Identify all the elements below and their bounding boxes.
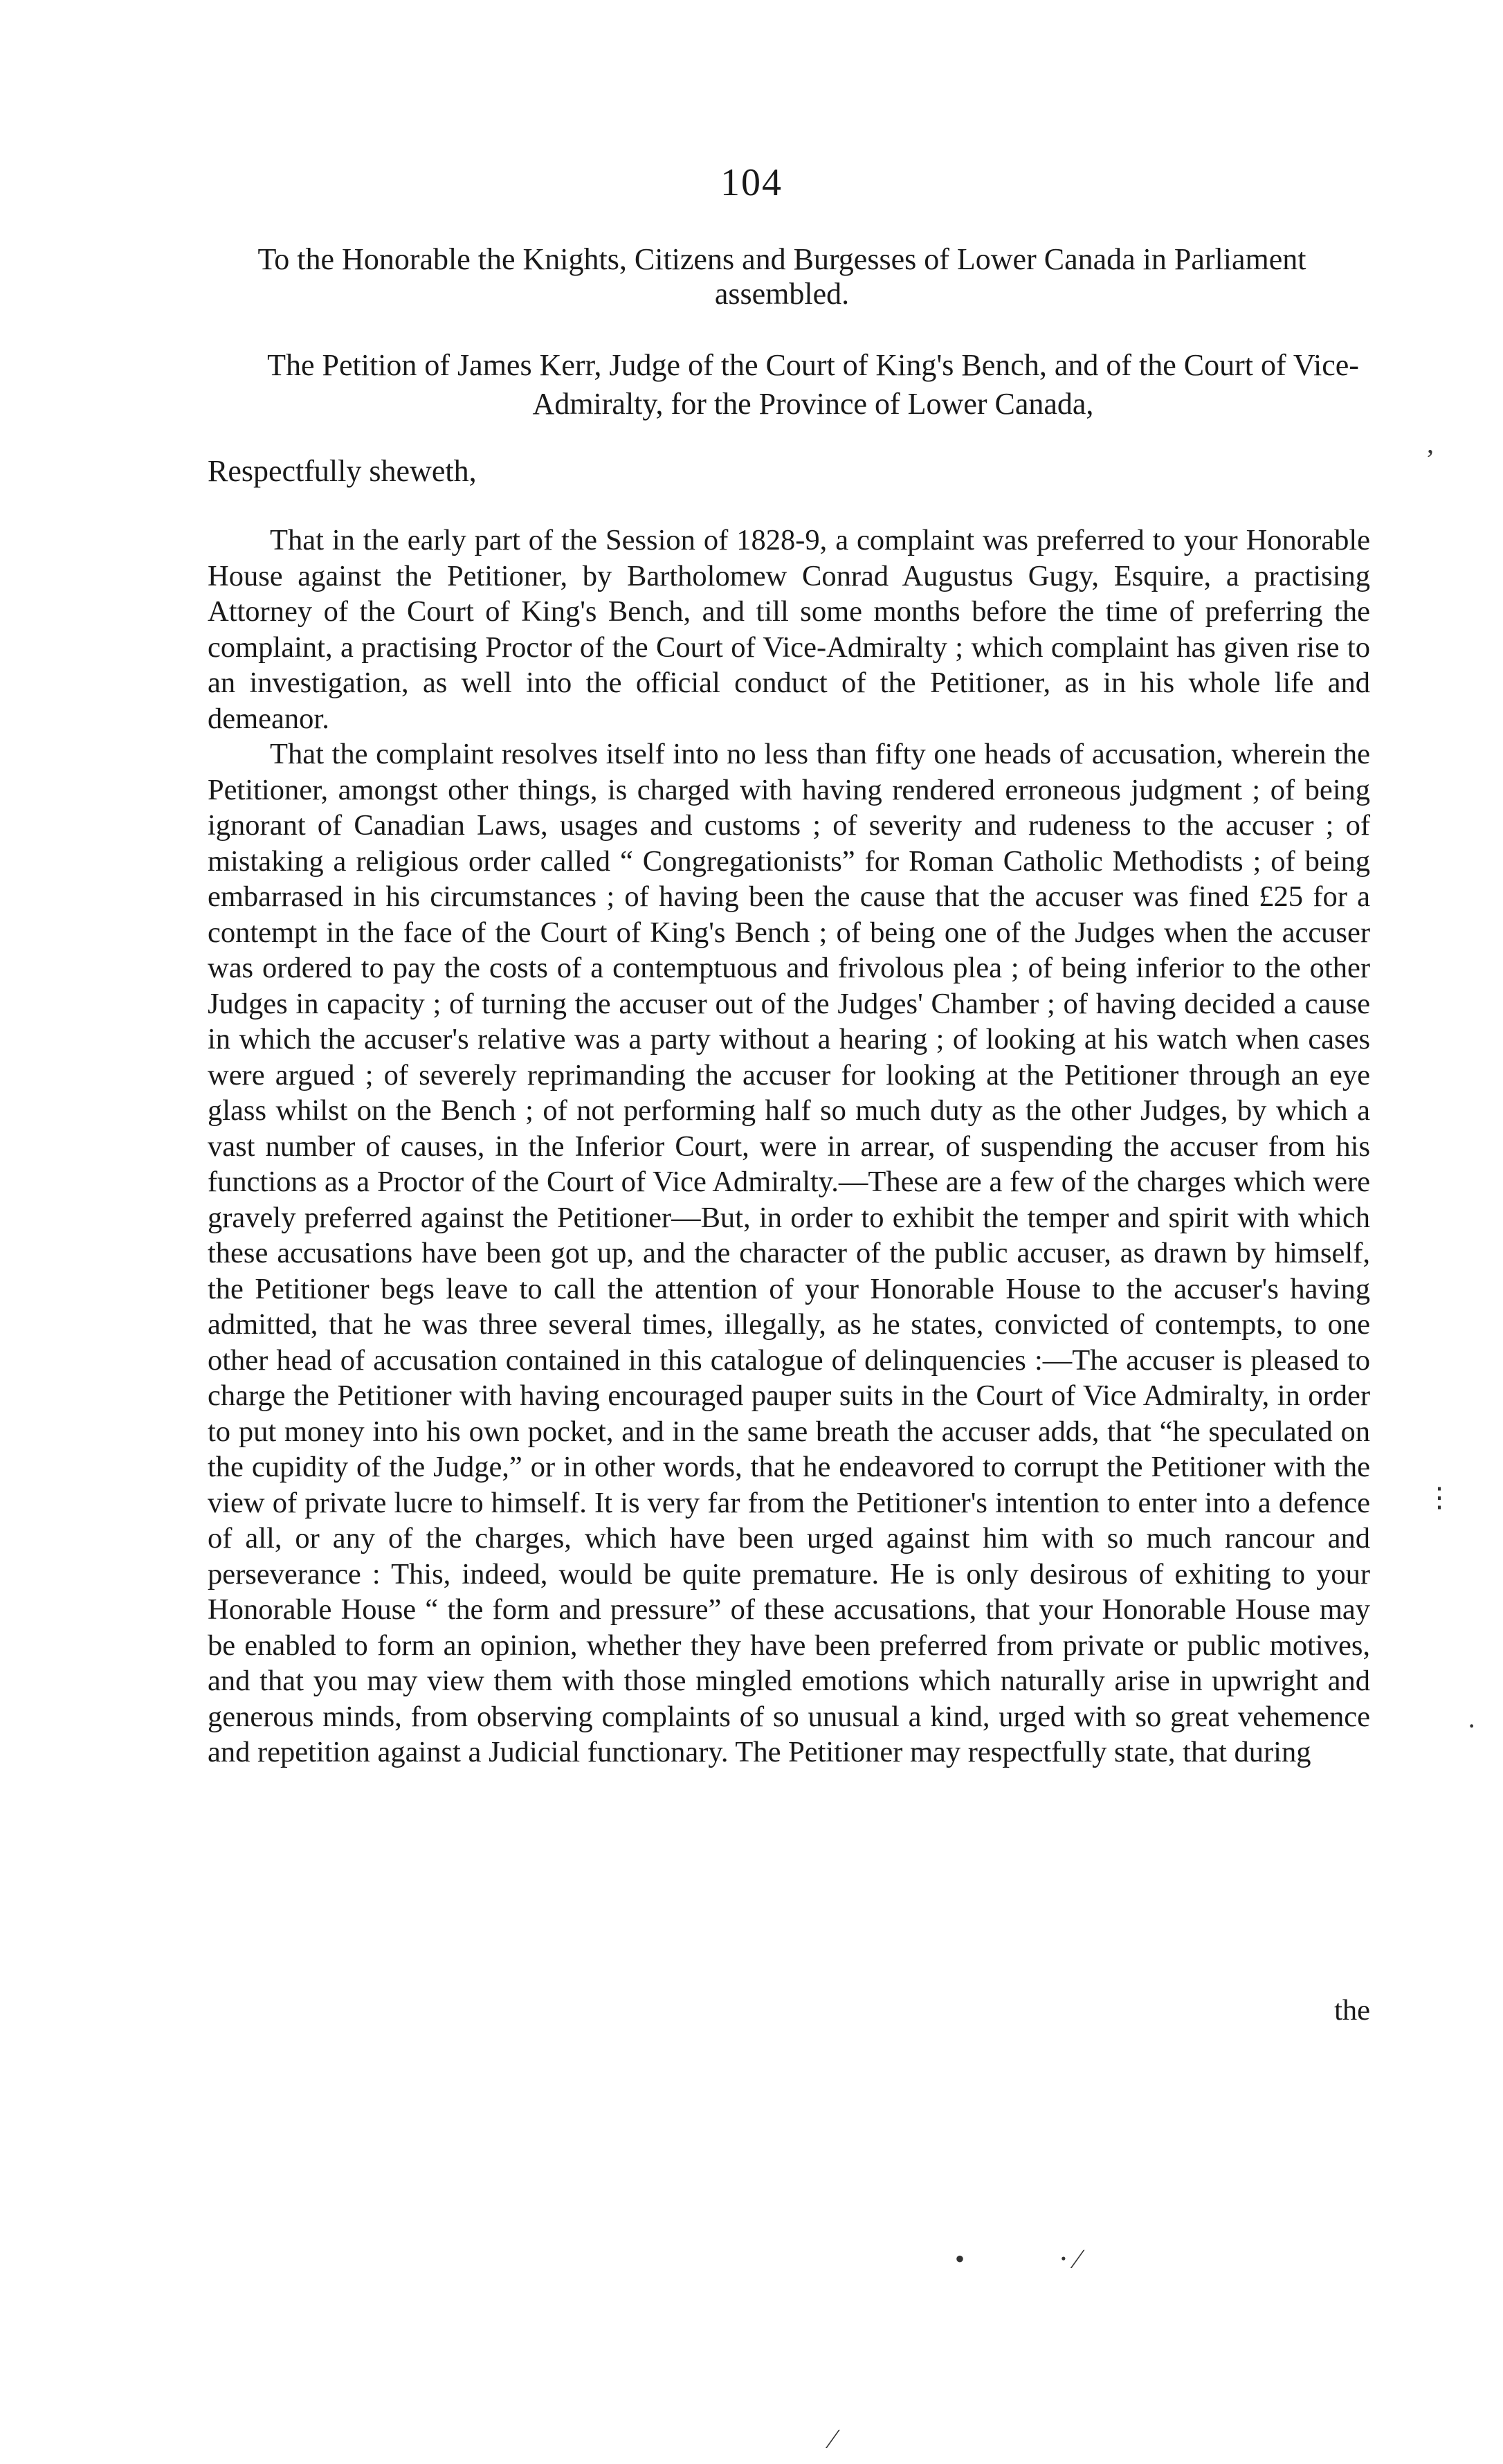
page-number: 104 xyxy=(720,161,783,204)
petition-address: To the Honorable the Knights, Citizens and Burgesses of Lower Canada in Parliament assembled. xyxy=(257,242,1306,311)
print-speck: ⋅ ∕ xyxy=(1059,2243,1080,2274)
print-speck: • xyxy=(955,2243,965,2274)
petition-title: The Petition of James Kerr, Judge of the Court of King's Bench, and of the Court of Vice-Admiralty, for the Province of Lower Canada, xyxy=(267,348,1359,421)
petition-body xyxy=(208,523,1370,1770)
print-speck: · xyxy=(1467,1710,1477,1741)
print-speck: ⋮ xyxy=(1425,1482,1453,1513)
paragraph-complaint: That in the early part of the Session of 1828-9, a complaint was preferred to your Honorable House against the Petitioner, by Bartholomew Conrad Augustus Gugy, Esquire, a practising Attorney of the Court of King's Bench, and till some months before the time of preferring the complaint, a practising Proctor of the Court of Vice-Admiralty ; which complaint has given rise to an investigation, as well into the official conduct of the Petitioner, as in his whole life and demeanor. xyxy=(208,524,1370,735)
salutation: Respectfully sheweth, xyxy=(208,454,477,488)
paragraph-accusations: That the complaint resolves itself into no less than fifty one heads of accusation, wherein the Petitioner, amongst other things, is charged with having rendered erroneous judgment ; of being ignorant of Canadian Laws, usages and customs ; of severity and rudeness to the accuser ; of mistaking a religious order called “ Congregationists” for Roman Catholic Methodists ; of being embarrased in his circumstances ; of having been the cause that the accuser was fined £25 for a contempt in the face of the Court of King's Bench ; of being one of the Judges when the accuser was ordered to pay the costs of a contemptuous and frivolous plea ; of being inferior to the other Judges in capacity ; of turning the accuser out of the Judges' Chamber ; of having decided a cause in which the accuser's relative was a party without a hearing ; of looking at his watch when cases were argued ; of severely reprimanding the accuser for looking at the Petitioner through an eye glass whilst on the Bench ; of not performing half so much duty as the other Judges, by which a vast number of causes, in the Inferior Court, were in arrear, of suspending the accuser from his functions as a Proctor of the Court of Vice Admiralty.—These are a few of the charges which were gravely preferred against the Petitioner—But, in order to exhibit the temper and spirit with which these accusations have been got up, and the character of the public accuser, as drawn by himself, the Petitioner begs leave to call the attention of your Honorable House to the accuser's having admitted, that he was three several times, illegally, as he states, convicted of contempts, to one other head of accusation contained in this catalogue of delinquencies :—The accuser is pleased to charge the Petitioner with having encouraged pauper suits in the Court of Vice Admiralty, in order to put money into his own pocket, and in the same breath the accuser adds, that “he speculated on the cupidity of the Judge,” or in other words, that he endeavored to corrupt the Petitioner with the view of private lucre to himself. It is very far from the Petitioner's intention to enter into a defence of all, or any of the charges, which have been urged against him with so much rancour and perseverance : This, indeed, would be quite premature. He is only desirous of exhiting to your Honorable House “ the form and pressure” of these accusations, that your Honorable House may be enabled to form an opinion, whether they have been preferred from private or public motives, and that you may view them with those mingled emotions which naturally arise in upwright and generous minds, from observing complaints of so unusual a kind, urged with so great vehemence and repetition against a Judicial functionary. The Petitioner may respectfully state, that during xyxy=(208,738,1370,1768)
catchword: the xyxy=(1334,1994,1370,2027)
print-speck: ∕ xyxy=(830,2423,835,2454)
print-speck: ʼ xyxy=(1425,444,1435,475)
